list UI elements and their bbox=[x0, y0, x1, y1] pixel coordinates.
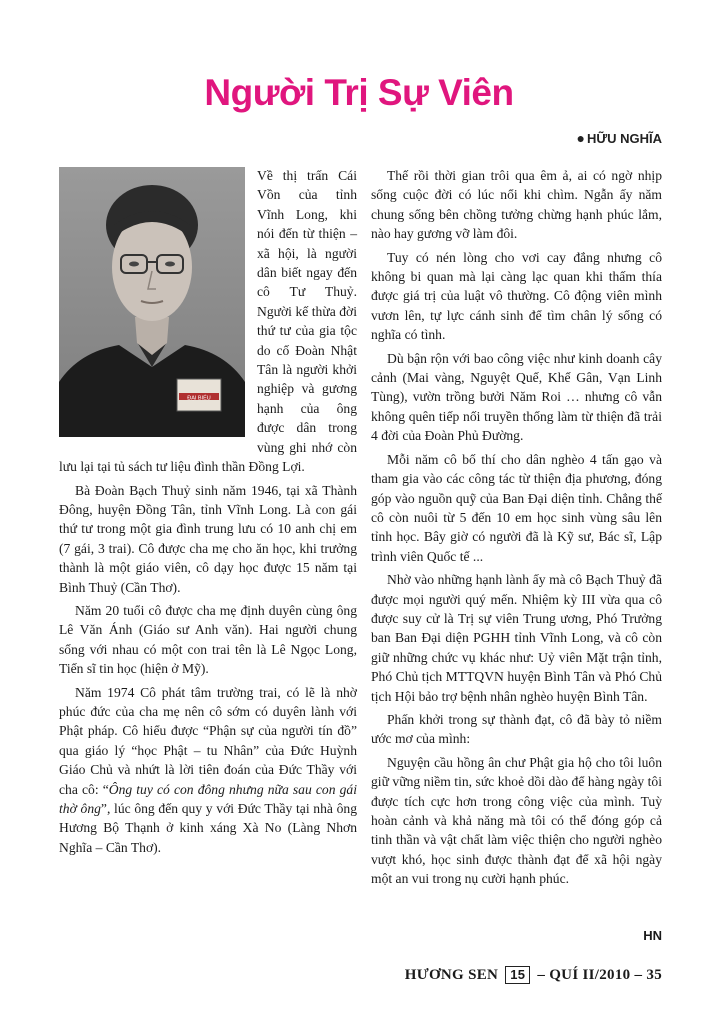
paragraph: Nguyện cầu hồng ân chư Phật gia hộ cho tôi luôn giữ vững niềm tin, sức khoẻ dồi dào để hàng ngày tôi được tích cực hơn trong công việc của mình. Tuỳ hoàn cảnh và khả năng mà tôi có thể đóng góp cả tinh thần và vật chất làm việc thiện cho người nghèo vượt khó, học sinh được thành đạt để xã hội ngày một an vui trong nụ cười hạnh phúc. bbox=[371, 754, 662, 887]
paragraph-text: ”, lúc ông đến quy y với Đức Thầy tại nhà ông Hương Bộ Thạnh ở kinh xáng Xà No (Làng Nhơn Nghĩa – Cần Thơ). bbox=[59, 801, 357, 855]
paragraph: Phấn khởi trong sự thành đạt, cô đã bày tỏ niềm ước mơ của mình: bbox=[371, 711, 662, 747]
bullet-icon: ● bbox=[576, 130, 585, 146]
article-title: Người Trị Sự Viên bbox=[204, 72, 514, 113]
paragraph: Dù bận rộn với bao công việc như kinh doanh cây cảnh (Mai vàng, Nguyệt Quế, Khế Gân, Vạn Linh Tùng), vườn trồng bưởi Năm Roi … nhưng cô vẫn không quên tiếp nối truyền thống làm từ thiện đã trải 4 đời của Đoàn Phủ Đường. bbox=[371, 350, 662, 444]
paragraph: Nhờ vào những hạnh lành ấy mà cô Bạch Thuỷ đã được mọi người quý mến. Nhiệm kỳ III vừa qua cô được suy cử là Trị sự viên Trung ương, Phó Trưởng ban Ban Đại diện PGHH tỉnh Vĩnh Long, và cô còn giữ những chức vụ khác như: Uỷ viên Mặt trận tỉnh, Phó Chủ tịch MTTQVN huyện Bình Tân và Phó Chủ tịch Hội bảo trợ bệnh nhân nghèo huyện Bình Tân. bbox=[371, 572, 662, 704]
issue-number: 15 bbox=[505, 966, 530, 984]
page-footer bbox=[405, 966, 662, 984]
page-number: 35 bbox=[646, 967, 662, 983]
footer-dash: – bbox=[634, 967, 643, 983]
paragraph: Năm 20 tuổi cô được cha mẹ định duyên cùng ông Lê Văn Ánh (Giáo sư Anh văn). Hai người chung sống với nhau có một con trai tên là Lê Ngọc Long, Tiến sĩ tin học (hiện ở Mỹ). bbox=[59, 602, 357, 677]
quote-text: Ông tuy có con đông nhưng nữa sau con gái thờ ông bbox=[59, 781, 357, 816]
magazine-name: HƯƠNG SEN bbox=[404, 967, 499, 983]
footer-separator: – bbox=[537, 967, 546, 983]
portrait-image bbox=[59, 167, 245, 437]
badge-label: ĐẠI BIỂU bbox=[187, 395, 211, 402]
paragraph bbox=[59, 683, 357, 858]
portrait-photo bbox=[59, 167, 245, 437]
author-name: HỮU NGHĨA bbox=[586, 131, 662, 146]
paragraph: Tuy có nén lòng cho vơi cay đắng nhưng cô không bi quan mà lại càng lạc quan khi thấm thía được giá trị của luật vô thường. Cô động viên mình vươn lên, tự lực cánh sinh để tìm chân lý sống có nghĩa có tình. bbox=[371, 249, 662, 343]
signoff-initials: HN bbox=[643, 928, 662, 943]
paragraph: Bà Đoàn Bạch Thuỷ sinh năm 1946, tại xã Thành Đông, huyện Đồng Tân, tỉnh Vĩnh Long. Là con gái thứ tư trong một gia đình trung lưu có 10 anh chị em (7 gái, 3 trai). Cô được cha mẹ cho ăn học, khi trưởng thành là một giáo viên, cô dạy học được 15 năm tại Bình Thuỷ (Cần Thơ). bbox=[59, 482, 357, 595]
quarter-label: QUÍ II/2010 bbox=[549, 967, 631, 983]
paragraph-text: Năm 1974 Cô phát tâm trường trai, có lẽ là nhờ phúc đức của cha mẹ nên cô sớm có duyên lành với Phật pháp. Cô hiểu được “Phận sự của người tín đồ” qua giáo lý “học Phật – tu Nhân” của Đức Huỳnh Giáo Chủ và nhứt là lời tiên đoán của Đức Thầy với cha cô: “ bbox=[59, 684, 357, 797]
author-byline bbox=[576, 130, 662, 146]
left-column bbox=[59, 166, 357, 861]
right-column bbox=[371, 166, 662, 893]
paragraph: Về thị trấn Cái Vồn của tỉnh Vĩnh Long, khi nói đến từ thiện – xã hội, là người dân biết ngay đến cô Tư Thuỷ. Người kế thừa đời thứ tư của gia tộc do cố Đoàn Nhật Tân là người khởi nghiệp và gương hạnh của ông được dân trong vùng ghi nhớ còn lưu lại tại tủ sách tư liệu đình thần Đồng Lợi. bbox=[59, 168, 357, 475]
paragraph: Thế rồi thời gian trôi qua êm ả, ai có ngờ nhịp sống cuộc đời có lúc nổi khi chìm. Ngẫn ấy năm chung sống bên chồng tưởng chừng hạnh phúc lắm, nào hay gương vỡ làm đôi. bbox=[371, 168, 662, 242]
paragraph: Mỗi năm cô bố thí cho dân nghèo 4 tấn gạo và tham gia vào các công tác từ thiện địa phương, đóng góp vào nguồn quỹ của Ban Đại diện tỉnh. Chẳng thế cô còn nuôi từ 5 đến 10 em học sinh vùng sâu lên tỉnh học. Bây giờ có người đã là Kỹ sư, Bác sĩ, Lập trình viên Quốc tế ... bbox=[371, 451, 662, 564]
